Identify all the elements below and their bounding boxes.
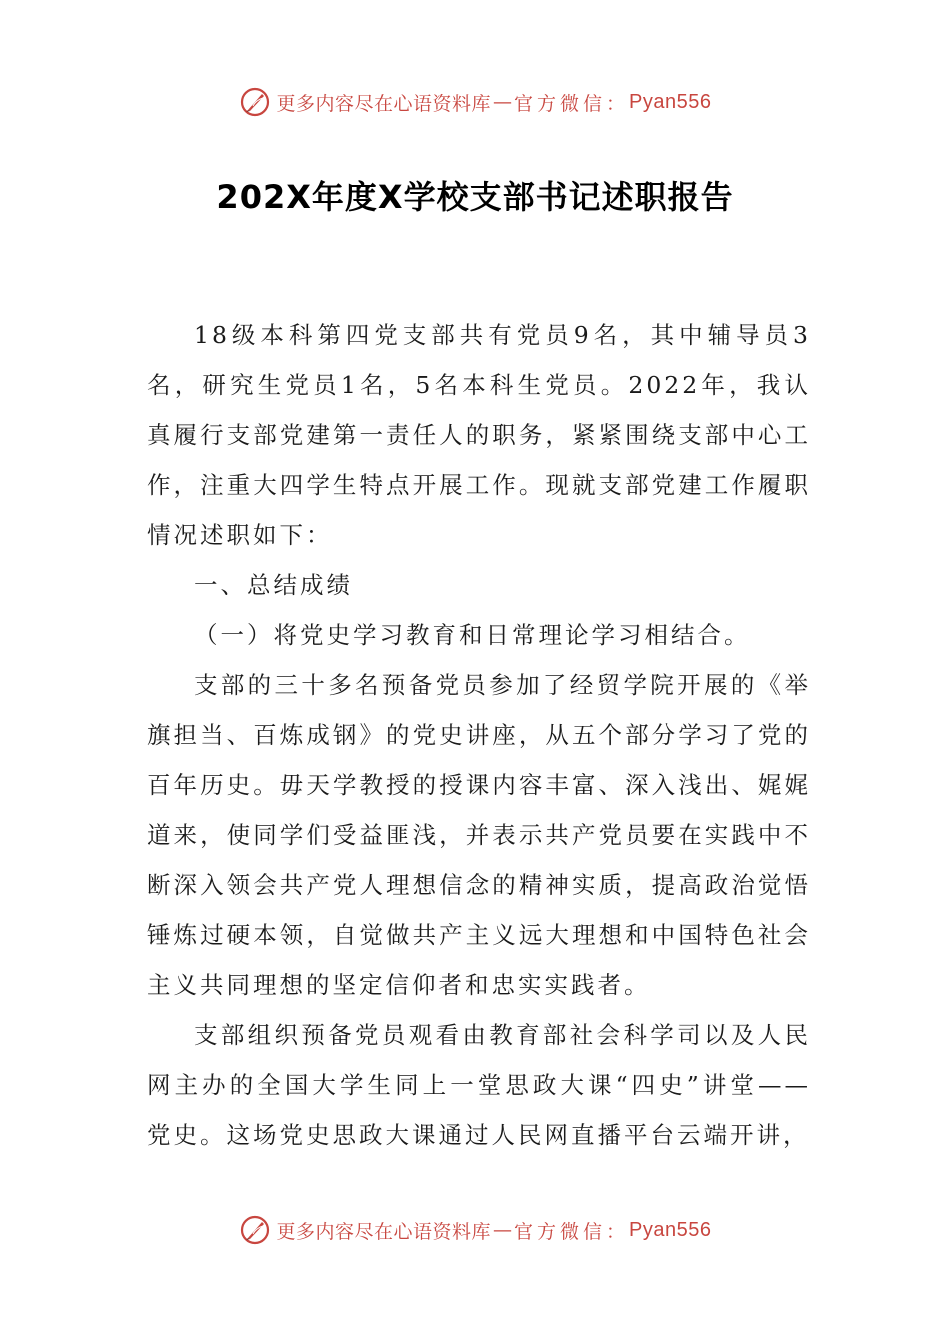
header-wechat-label: 官方微信： (514, 92, 630, 115)
footer-brand-text: 更多内容尽在心语资料库 (276, 1220, 492, 1243)
paragraph-intro: 18级本科第四党支部共有党员9名，其中辅导员3名，研究生党员1名，5名本科生党员。2022年，我认真履行支部党建第一责任人的职务，紧紧围绕支部中心工作，注重大四学生特点开展工作。现就支部党建工作履职情况述职如下： (147, 321, 811, 549)
subheading-party-history: （一）将党史学习教育和日常理论学习相结合。 (194, 621, 751, 649)
footer-separator: — (493, 1219, 513, 1241)
footer-banner (0, 1210, 950, 1250)
document-body (147, 310, 811, 1160)
header-separator: — (493, 91, 513, 113)
paragraph-lecture: 支部的三十多名预备党员参加了经贸学院开展的《举旗担当、百炼成钢》的党史讲座，从五个部分学习了党的百年历史。毋天学教授的授课内容丰富、深入浅出、娓娓道来，使同学们受益匪浅，并表示共产党员要在实践中不断深入领会共产党人理想信念的精神实质，提高政治觉悟锤炼过硬本领，自觉做共产主义远大理想和中国特色社会主义共同理想的坚定信仰者和忠实实践者。 (147, 671, 811, 999)
header-banner (0, 82, 950, 122)
quill-logo-icon (239, 1214, 271, 1246)
footer-wechat-id: Pyan556 (629, 1218, 712, 1241)
quill-logo-icon (239, 86, 271, 118)
heading-summary: 一、总结成绩 (194, 571, 353, 599)
header-brand-text: 更多内容尽在心语资料库 (276, 92, 492, 115)
footer-wechat-label: 官方微信： (514, 1220, 630, 1243)
document-title: 202X年度X学校支部书记述职报告 (216, 178, 734, 216)
paragraph-class: 支部组织预备党员观看由教育部社会科学司以及人民网主办的全国大学生同上一堂思政大课“四史”讲堂——党史。这场党史思政大课通过人民网直播平台云端开讲， (147, 1021, 811, 1149)
header-wechat-id: Pyan556 (629, 90, 712, 113)
